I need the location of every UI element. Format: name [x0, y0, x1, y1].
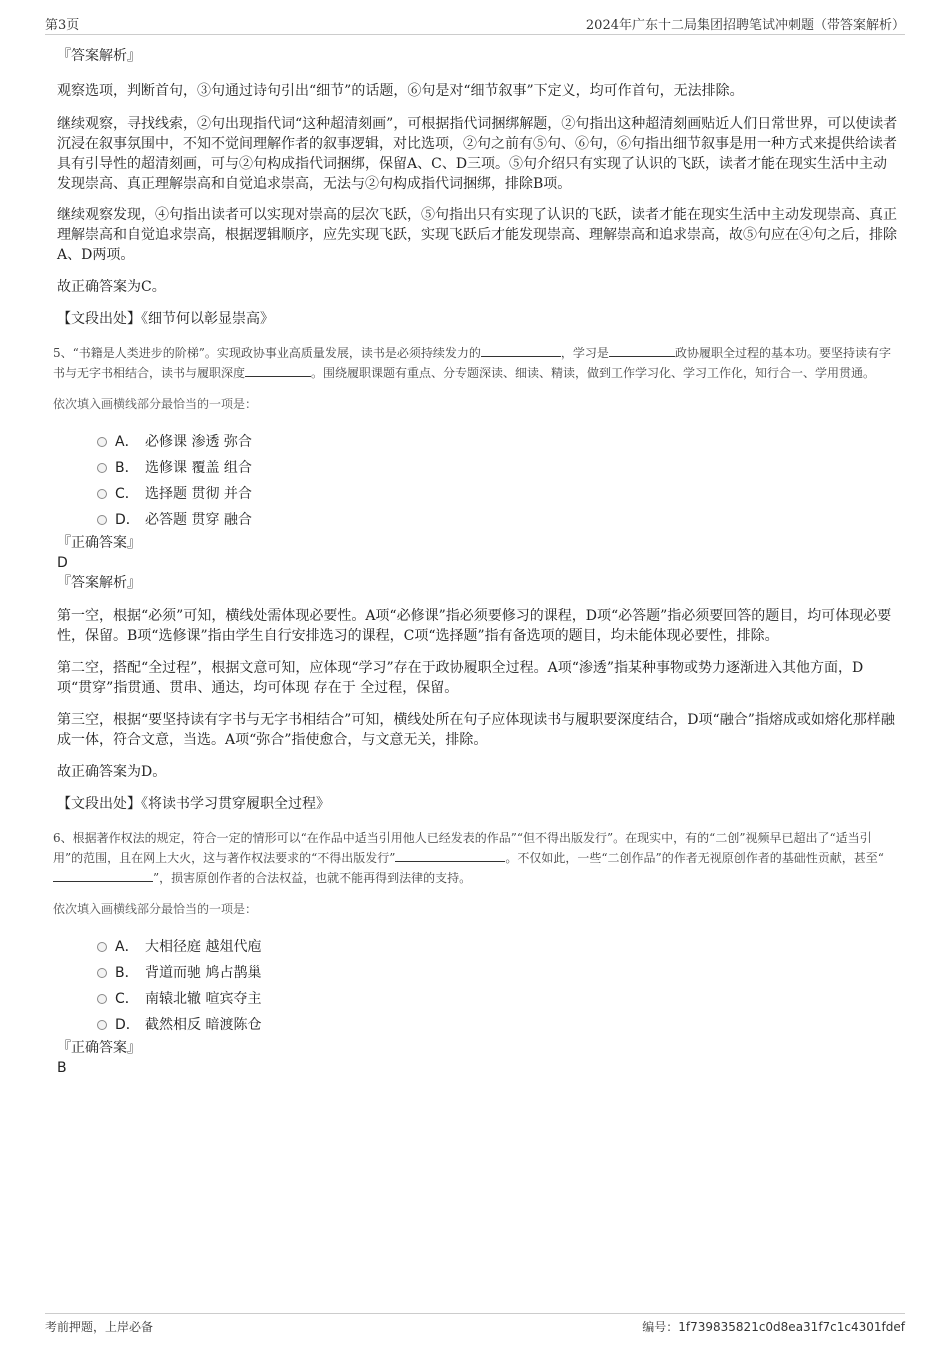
- option-d[interactable]: D． 必答题 贯穿 融合: [57, 507, 898, 533]
- radio-button[interactable]: [97, 1020, 107, 1030]
- question-5-options: [57, 429, 898, 533]
- radio-button[interactable]: [97, 515, 107, 525]
- analysis-heading: 『答案解析』: [57, 575, 141, 591]
- question-6-options: [57, 934, 898, 1038]
- option-a[interactable]: A． 大相径庭 越俎代庖: [57, 934, 898, 960]
- radio-button[interactable]: [97, 489, 107, 499]
- question-5-text: 5、“书籍是人类进步的阶梯”。实现政协事业高质量发展，读书是必须持续发力的 ，学习是 政协履职全过程的基本功。要坚持读有字书与无字书相结合，读书与履职深度 。围绕履职课题有重点、分专题深读、细读、精读，做到工作学习化、学习工作化，知行合一、学用贯通。: [53, 346, 891, 380]
- source-citation: 【文段出处】《细节何以彰显崇高》: [57, 311, 274, 327]
- answer-blank: [609, 344, 675, 357]
- radio-button[interactable]: [97, 437, 107, 447]
- correct-answer: B: [57, 1060, 67, 1076]
- question-6-text: 6、根据著作权法的规定，符合一定的情形可以“在作品中适当引用他人已经发表的作品”“但不得出版发行”。在现实中，有的“二创”视频早已超出了“适当引用”的范围，且在网上大火，这与著作权法要求的“不得出版发行” 。不仅如此，一些“二创作品”的作者无视原创作者的基础性贡献，甚至“”，损害原创作者的合法权益，也就不能再得到法律的支持。: [53, 831, 884, 885]
- analysis-paragraph: 继续观察发现，④句指出读者可以实现对崇高的层次飞跃，⑤句指出只有实现了认识的飞跃，读者才能在现实生活中主动发现崇高、真正理解崇高和自觉追求崇高，根据逻辑顺序，应先实现飞跃，实现飞跃后才能发现崇高、理解崇高和追求崇高，故⑤句应在④句之后，排除A、D两项。: [57, 207, 897, 263]
- analysis-paragraph: 第二空，搭配“全过程”，根据文意可知，应体现“学习”存在于政协履职全过程。A项“渗透”指某种事物或势力逐渐进入其他方面，D项“贯穿”指贯通、贯串、通达，均可体现 存在于 全过程，保留。: [57, 660, 864, 696]
- answer-blank: [245, 364, 311, 377]
- correct-answer: D: [57, 555, 68, 571]
- page-number: 第3页: [45, 18, 80, 33]
- option-c[interactable]: C． 南辕北辙 喧宾夺主: [57, 986, 898, 1012]
- answer-blank: [395, 849, 505, 862]
- option-b[interactable]: B． 选修课 覆盖 组合: [57, 455, 898, 481]
- page-footer: [45, 1313, 905, 1338]
- document-id: 编号：1f739835821c0d8ea31f7c1c4301fdef: [642, 1320, 905, 1334]
- page-header: [45, 12, 905, 35]
- correct-answer-heading: 『正确答案』: [57, 535, 141, 551]
- analysis-paragraph: 观察选项，判断首句，③句通过诗句引出“细节”的话题，⑥句是对“细节叙事”下定义，均可作首句，无法排除。: [57, 83, 744, 99]
- correct-answer-heading: 『正确答案』: [57, 1040, 141, 1056]
- answer-blank: [53, 869, 153, 882]
- option-a[interactable]: A． 必修课 渗透 弥合: [57, 429, 898, 455]
- answer-blank: [481, 344, 561, 357]
- analysis-paragraph: 第一空，根据“必须”可知，横线处需体现必要性。A项“必修课”指必须要修习的课程，D项“必答题”指必须要回答的题目，均可体现必要性，保留。B项“选修课”指由学生自行安排选习的课程，C项“选择题”指有备选项的题目，均未能体现必要性，排除。: [57, 608, 892, 644]
- analysis-heading: 『答案解析』: [57, 48, 141, 64]
- analysis-paragraph: 第三空，根据“要坚持读有字书与无字书相结合”可知，横线处所在句子应体现读书与履职要深度结合，D项“融合”指熔成或如熔化那样融成一体，符合文意，当选。A项“弥合”指使愈合，与文意无关，排除。: [57, 712, 895, 748]
- question-instruction: 依次填入画横线部分最恰当的一项是：: [53, 902, 258, 916]
- question-instruction: 依次填入画横线部分最恰当的一项是：: [53, 397, 258, 411]
- analysis-conclusion: 故正确答案为D。: [57, 764, 167, 780]
- option-c[interactable]: C． 选择题 贯彻 并合: [57, 481, 898, 507]
- option-d[interactable]: D． 截然相反 暗渡陈仓: [57, 1012, 898, 1038]
- radio-button[interactable]: [97, 463, 107, 473]
- analysis-paragraph: 继续观察，寻找线索，②句出现指代词“这种超清刻画”，可根据指代词捆绑解题，②句指出这种超清刻画贴近人们日常世界，可以使读者沉浸在叙事氛围中，不知不觉间理解作者的叙事逻辑，对比选项，②句之前有⑤句、⑥句，⑥句指出细节叙事是用一种方式来提供给读者具有引导性的超清刻画，可与②句构成指代词捆绑，保留A、C、D三项。⑤句介绍只有实现了认识的飞跃，读者才能在现实生活中主动发现崇高、真正理解崇高和自觉追求崇高，无法与②句构成指代词捆绑，排除B项。: [57, 116, 898, 192]
- radio-button[interactable]: [97, 994, 107, 1004]
- footer-slogan: 考前押题，上岸必备: [45, 1320, 154, 1334]
- option-b[interactable]: B． 背道而驰 鸠占鹊巢: [57, 960, 898, 986]
- page-content: [53, 44, 898, 1078]
- radio-button[interactable]: [97, 942, 107, 952]
- document-title: 2024年广东十二局集团招聘笔试冲刺题（带答案解析）: [585, 18, 905, 33]
- radio-button[interactable]: [97, 968, 107, 978]
- source-citation: 【文段出处】《将读书学习贯穿履职全过程》: [57, 796, 330, 812]
- analysis-conclusion: 故正确答案为C。: [57, 279, 166, 295]
